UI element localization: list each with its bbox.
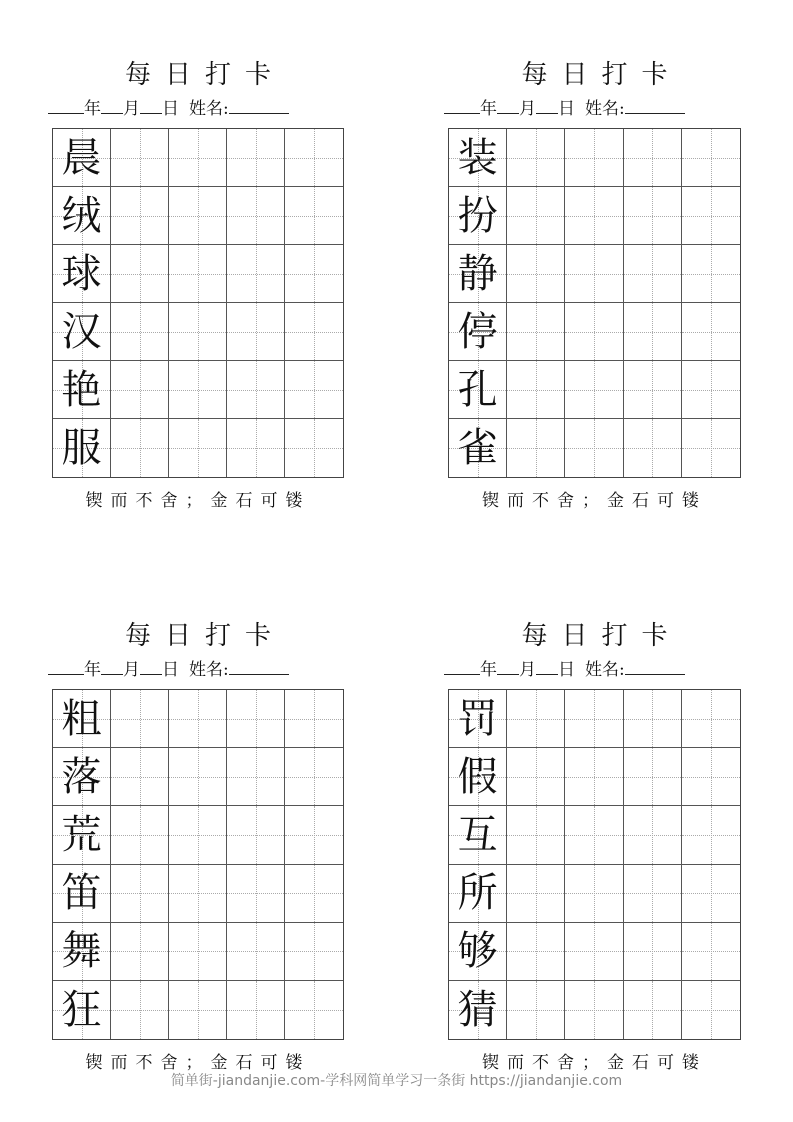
- model-character: 服: [61, 425, 102, 471]
- practice-cell[interactable]: [285, 419, 343, 477]
- practice-cell[interactable]: [507, 187, 565, 245]
- practice-cell[interactable]: [169, 361, 227, 419]
- day-blank[interactable]: [536, 97, 558, 114]
- name-blank[interactable]: [229, 658, 289, 675]
- model-character: 荒: [61, 811, 102, 858]
- practice-cell[interactable]: [285, 981, 343, 1039]
- motto: 锲而不舍；金石可镂: [85, 491, 311, 511]
- model-character-cell: [449, 923, 507, 981]
- practice-cell[interactable]: [285, 806, 343, 864]
- month-label: 月: [123, 660, 140, 680]
- name-label: 姓名:: [585, 99, 625, 119]
- practice-cell[interactable]: [111, 865, 169, 923]
- practice-cell[interactable]: [169, 923, 227, 981]
- practice-cell[interactable]: [507, 748, 565, 806]
- month-blank[interactable]: [497, 658, 519, 675]
- card-title: 每日打卡: [124, 60, 285, 90]
- model-character: 罚: [457, 695, 498, 742]
- model-character: 扮: [457, 192, 498, 239]
- practice-cell[interactable]: [111, 806, 169, 864]
- practice-cell[interactable]: [507, 245, 565, 303]
- practice-cell[interactable]: [624, 806, 682, 864]
- model-character-cell: [53, 865, 111, 923]
- practice-cell[interactable]: [507, 129, 565, 187]
- practice-cell[interactable]: [169, 303, 227, 361]
- practice-cell[interactable]: [624, 981, 682, 1039]
- writing-grid: [52, 689, 344, 1040]
- practice-cell[interactable]: [682, 690, 740, 748]
- motto: 锲而不舍；金石可镂: [85, 1053, 311, 1073]
- motto: 锲而不舍；金石可镂: [482, 491, 707, 511]
- practice-cell[interactable]: [169, 129, 227, 187]
- model-character: 笛: [61, 870, 102, 917]
- writing-grid: [52, 128, 344, 478]
- model-character-cell: [449, 806, 507, 864]
- year-label: 年: [480, 99, 497, 119]
- practice-cell[interactable]: [111, 187, 169, 245]
- practice-cell[interactable]: [565, 690, 623, 748]
- practice-cell[interactable]: [565, 419, 623, 477]
- model-character-cell: [449, 748, 507, 806]
- practice-cell[interactable]: [227, 690, 285, 748]
- model-character: 静: [457, 250, 498, 297]
- model-character: 假: [457, 753, 498, 800]
- practice-cell[interactable]: [624, 303, 682, 361]
- practice-cell[interactable]: [565, 303, 623, 361]
- date-name-line: [48, 97, 348, 120]
- model-character-cell: [449, 361, 507, 419]
- day-blank[interactable]: [140, 97, 162, 114]
- practice-cell[interactable]: [624, 923, 682, 981]
- practice-cell[interactable]: [682, 187, 740, 245]
- practice-cell[interactable]: [285, 865, 343, 923]
- practice-cell[interactable]: [507, 865, 565, 923]
- practice-cell[interactable]: [565, 129, 623, 187]
- model-character-cell: [53, 129, 111, 187]
- day-blank[interactable]: [140, 658, 162, 675]
- model-character: 落: [61, 753, 102, 800]
- practice-cell[interactable]: [169, 690, 227, 748]
- model-character-cell: [53, 245, 111, 303]
- model-character-cell: [53, 806, 111, 864]
- model-character-cell: [449, 129, 507, 187]
- practice-cell[interactable]: [169, 806, 227, 864]
- name-blank[interactable]: [229, 97, 289, 114]
- day-label: 日: [558, 660, 575, 680]
- date-name-line: [48, 658, 348, 681]
- practice-cell[interactable]: [507, 361, 565, 419]
- practice-cell[interactable]: [565, 187, 623, 245]
- model-character: 够: [457, 928, 498, 975]
- practice-cell[interactable]: [682, 865, 740, 923]
- practice-cell[interactable]: [227, 806, 285, 864]
- model-character: 停: [457, 308, 498, 355]
- card-title: 每日打卡: [124, 621, 285, 651]
- practice-cell[interactable]: [682, 361, 740, 419]
- practice-cell[interactable]: [682, 806, 740, 864]
- practice-cell[interactable]: [111, 981, 169, 1039]
- model-character-cell: [449, 981, 507, 1039]
- practice-cell[interactable]: [682, 303, 740, 361]
- practice-cell[interactable]: [285, 690, 343, 748]
- day-blank[interactable]: [536, 658, 558, 675]
- model-character: 互: [457, 811, 498, 858]
- model-character: 舞: [61, 928, 102, 975]
- day-label: 日: [162, 99, 179, 119]
- practice-cell[interactable]: [227, 245, 285, 303]
- year-blank[interactable]: [444, 658, 480, 675]
- practice-cell[interactable]: [285, 923, 343, 981]
- name-label: 姓名:: [189, 99, 229, 119]
- model-character-cell: [53, 748, 111, 806]
- model-character-cell: [449, 187, 507, 245]
- model-character-cell: [449, 690, 507, 748]
- practice-cell[interactable]: [285, 187, 343, 245]
- practice-cell[interactable]: [624, 865, 682, 923]
- practice-cell[interactable]: [169, 245, 227, 303]
- practice-cell[interactable]: [507, 981, 565, 1039]
- practice-cell[interactable]: [682, 419, 740, 477]
- year-blank[interactable]: [48, 97, 84, 114]
- month-label: 月: [519, 99, 536, 119]
- model-character: 汉: [61, 308, 102, 355]
- practice-cell[interactable]: [624, 129, 682, 187]
- practice-cell[interactable]: [285, 303, 343, 361]
- practice-cell[interactable]: [169, 187, 227, 245]
- model-character: 孔: [457, 366, 498, 413]
- practice-cell[interactable]: [565, 361, 623, 419]
- practice-cell[interactable]: [227, 303, 285, 361]
- model-character-cell: [449, 303, 507, 361]
- model-character-cell: [53, 187, 111, 245]
- practice-cell[interactable]: [111, 245, 169, 303]
- name-label: 姓名:: [585, 660, 625, 680]
- model-character: 狂: [61, 986, 102, 1033]
- model-character-cell: [53, 690, 111, 748]
- practice-cell[interactable]: [227, 419, 285, 477]
- practice-cell[interactable]: [624, 748, 682, 806]
- year-blank[interactable]: [444, 97, 480, 114]
- practice-cell[interactable]: [507, 419, 565, 477]
- practice-cell[interactable]: [169, 865, 227, 923]
- name-blank[interactable]: [625, 658, 685, 675]
- month-blank[interactable]: [101, 658, 123, 675]
- practice-cell[interactable]: [285, 748, 343, 806]
- practice-cell[interactable]: [169, 981, 227, 1039]
- practice-cell[interactable]: [285, 129, 343, 187]
- model-character-cell: [53, 419, 111, 477]
- model-character-cell: [449, 419, 507, 477]
- practice-cell[interactable]: [682, 245, 740, 303]
- practice-cell[interactable]: [682, 981, 740, 1039]
- practice-cell[interactable]: [285, 361, 343, 419]
- practice-cell[interactable]: [111, 361, 169, 419]
- model-character: 猜: [457, 986, 498, 1033]
- model-character: 装: [457, 134, 498, 181]
- name-label: 姓名:: [189, 660, 229, 680]
- model-character: 绒: [61, 192, 102, 239]
- practice-cell[interactable]: [111, 129, 169, 187]
- practice-cell[interactable]: [565, 748, 623, 806]
- practice-cell[interactable]: [565, 923, 623, 981]
- practice-cell[interactable]: [565, 865, 623, 923]
- practice-cell[interactable]: [227, 187, 285, 245]
- practice-cell[interactable]: [682, 129, 740, 187]
- practice-cell[interactable]: [111, 923, 169, 981]
- model-character: 雀: [457, 425, 498, 471]
- practice-cell[interactable]: [169, 748, 227, 806]
- year-label: 年: [84, 660, 101, 680]
- practice-cell[interactable]: [227, 981, 285, 1039]
- model-character-cell: [53, 981, 111, 1039]
- model-character: 艳: [61, 366, 102, 413]
- motto: 锲而不舍；金石可镂: [482, 1053, 707, 1073]
- model-character: 粗: [61, 695, 102, 742]
- model-character: 晨: [61, 134, 102, 181]
- practice-cell[interactable]: [565, 981, 623, 1039]
- model-character-cell: [449, 245, 507, 303]
- year-label: 年: [84, 99, 101, 119]
- model-character: 球: [61, 250, 102, 297]
- practice-cell[interactable]: [111, 690, 169, 748]
- year-label: 年: [480, 660, 497, 680]
- month-blank[interactable]: [497, 97, 519, 114]
- year-blank[interactable]: [48, 658, 84, 675]
- practice-cell[interactable]: [565, 245, 623, 303]
- model-character-cell: [449, 865, 507, 923]
- practice-cell[interactable]: [227, 923, 285, 981]
- practice-cell[interactable]: [227, 361, 285, 419]
- month-blank[interactable]: [101, 97, 123, 114]
- practice-cell[interactable]: [111, 303, 169, 361]
- date-name-line: [444, 97, 745, 120]
- practice-cell[interactable]: [507, 806, 565, 864]
- model-character: 所: [457, 870, 498, 917]
- practice-cell[interactable]: [565, 806, 623, 864]
- writing-grid: [448, 689, 741, 1040]
- practice-cell[interactable]: [624, 187, 682, 245]
- card-title: 每日打卡: [521, 621, 682, 651]
- practice-cell[interactable]: [682, 923, 740, 981]
- practice-cell[interactable]: [111, 419, 169, 477]
- name-blank[interactable]: [625, 97, 685, 114]
- model-character-cell: [53, 303, 111, 361]
- practice-cell[interactable]: [111, 748, 169, 806]
- practice-cell[interactable]: [624, 690, 682, 748]
- model-character-cell: [53, 923, 111, 981]
- practice-cell[interactable]: [682, 748, 740, 806]
- day-label: 日: [558, 99, 575, 119]
- practice-cell[interactable]: [507, 923, 565, 981]
- day-label: 日: [162, 660, 179, 680]
- practice-cell[interactable]: [624, 361, 682, 419]
- practice-cell[interactable]: [169, 419, 227, 477]
- practice-cell[interactable]: [285, 245, 343, 303]
- writing-grid: [448, 128, 741, 478]
- footer-watermark: 简单街-jiandanjie.com-学科网简单学习一条街 https://jiandanjie.com: [170, 1073, 623, 1089]
- practice-cell[interactable]: [624, 245, 682, 303]
- date-name-line: [444, 658, 745, 681]
- model-character-cell: [53, 361, 111, 419]
- practice-cell[interactable]: [507, 690, 565, 748]
- card-title: 每日打卡: [521, 60, 682, 90]
- practice-cell[interactable]: [624, 419, 682, 477]
- month-label: 月: [123, 99, 140, 119]
- month-label: 月: [519, 660, 536, 680]
- practice-cell[interactable]: [507, 303, 565, 361]
- practice-cell[interactable]: [227, 748, 285, 806]
- practice-cell[interactable]: [227, 129, 285, 187]
- practice-cell[interactable]: [227, 865, 285, 923]
